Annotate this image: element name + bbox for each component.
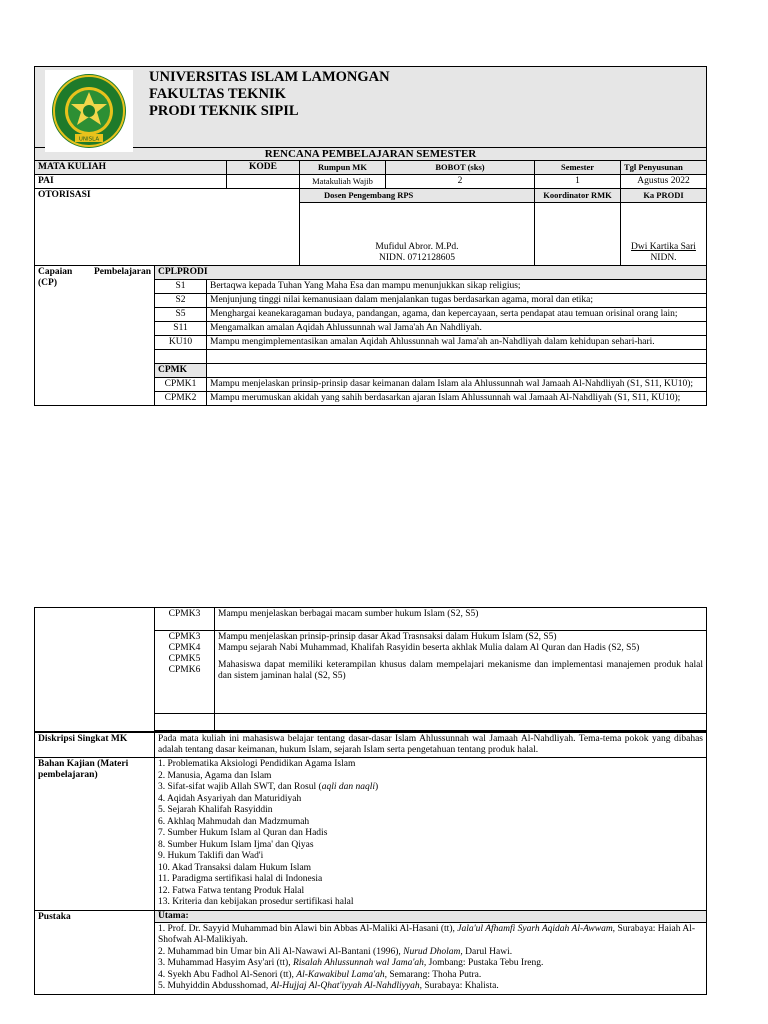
list-item: 4. Syekh Abu Fadhol Al-Senori (tt), Al-Kawakibul Lama'ah, Semarang: Thoha Putra. (158, 969, 482, 980)
cp-code: S11 (155, 322, 207, 336)
program-name: PRODI TEKNIK SIPIL (149, 103, 299, 119)
cpmk-text: Mampu menjelaskan berbagai macam sumber hukum Islam (S2, S5) (215, 608, 707, 631)
list-item: 11. Paradigma sertifikasi halal di Indonesia (158, 874, 323, 884)
list-item: 2. Muhammad bin Umar bin Ali Al-Nawawi Al-Bantani (1996), Nurud Dholam, Darul Hawi. (158, 946, 513, 957)
dosen-label: Dosen Pengembang RPS (300, 189, 535, 203)
col-bobot: BOBOT (sks) (386, 161, 535, 175)
col-rumpun: Rumpun MK (300, 161, 386, 175)
cp-code: S5 (155, 308, 207, 322)
kaprodi-signature (621, 203, 707, 266)
cp-text: Mampu mengimplementasikan amalan Aqidah Ahlussunnah wal Jama'ah an-Nahdliyah dalam kehidupan sehari-hari. (207, 336, 707, 350)
cpmk-text: Mampu menjelaskan prinsip-prinsip dasar keimanan dalam Islam ala Ahlussunnah wal Jamaah Al-Nahdliyah (S1, S11, KU10); (207, 378, 707, 392)
cpmk-text: Mampu sejarah Nabi Muhammad, Khalifah Rasyidin beserta akhlak Mulia dalam Al Quran dan Hadis (S2, S5) (218, 643, 640, 653)
list-item: 10. Akad Transaksi dalam Hukum Islam (158, 862, 312, 873)
deskripsi-label: Diskripsi Singkat MK (35, 733, 155, 758)
list-item: 8. Sumber Hukum Islam Ijma' dan Qiyas (158, 839, 314, 850)
cp-code: S2 (155, 294, 207, 308)
list-item: 2. Manusia, Agama dan Islam (158, 770, 272, 781)
cp-label: Capaian Pembelajaran (CP) (35, 266, 155, 406)
cp-text: Mengamalkan amalan Aqidah Ahlussunnah wal Jama'ah An Nahdliyah. (207, 322, 707, 336)
cp-code: KU10 (155, 336, 207, 350)
cpmk-text: Mampu menjelaskan prinsip-prinsip dasar Akad Trasnsaksi dalam Hukum Islam (S2, S5) (218, 632, 557, 642)
list-item: 5. Muhyiddin Abdusshomad, Al-Hujjaj Al-Qhat'iyyah Al-Nahdliyyah, Surabaya: Khalista. (158, 981, 499, 991)
cp-table (34, 266, 707, 406)
cp-text: Bertaqwa kepada Tuhan Yang Maha Esa dan mampu menunjukkan sikap religius; (207, 280, 707, 294)
course-bobot: 2 (386, 175, 535, 189)
cpmk-label-blank (207, 364, 707, 378)
list-item: 4. Aqidah Asyariyah dan Maturidiyah (158, 793, 302, 804)
bahan-kajian-list (155, 758, 707, 911)
cpmk-code-group (155, 631, 215, 714)
kaprodi-label: Ka PRODI (621, 189, 707, 203)
cp-text: Menjunjung tinggi nilai kemanusiaan dalam menjalankan tugas berdasarkan agama, moral dan etika; (207, 294, 707, 308)
col-kode: KODE (227, 161, 300, 175)
list-item: 13. Kriteria dan kebijakan prosedur sertifikasi halal (158, 897, 354, 907)
cp-text: Menghargai keanekaragaman budaya, pandangan, agama, dan kepercayaan, serta pendapat atau temuan orisinal orang lain; (207, 308, 707, 322)
dosen-name: Mufidul Abror. M.Pd. (375, 242, 459, 252)
col-semester: Semester (535, 161, 621, 175)
doc-title: RENCANA PEMBELAJARAN SEMESTER (35, 148, 707, 161)
cpmk-code: CPMK1 (155, 378, 207, 392)
bahan-kajian-label: Bahan Kajian (Materi pembelajaran) (35, 758, 155, 911)
list-item: 1. Problematika Aksiologi Pendidikan Agama Islam (158, 759, 356, 769)
cpmk-code: CPMK6 (168, 665, 201, 675)
cpmk-code: CPMK5 (168, 654, 201, 664)
course-name: PAI (35, 175, 227, 189)
cpmk-continued-left (35, 608, 155, 732)
university-header (35, 67, 707, 148)
list-item: 12. Fatwa Fatwa tentang Produk Halal (158, 885, 305, 896)
cp-code: S1 (155, 280, 207, 294)
rps-header-table (34, 66, 707, 266)
kaprodi-name: Dwi Kartika Sari (631, 242, 696, 252)
cpmk-text: Mahasiswa dapat memiliki keterampilan khusus dalam mempelajari mekanisme dan implementasi manajemen produk halal dan sistem jaminan halal (S2, S5) (218, 660, 703, 681)
list-item: 6. Akhlaq Mahmudah dan Madzmumah (158, 816, 310, 827)
list-item: 5. Sejarah Khalifah Rasyiddin (158, 805, 273, 815)
list-item: 7. Sumber Hukum Islam al Quran dan Hadis (158, 828, 328, 838)
cplprodi-label: CPLPRODI (155, 266, 707, 280)
university-logo (45, 70, 133, 152)
cpmk-code: CPMK2 (155, 392, 207, 406)
cpmk-text-group (215, 631, 707, 714)
rps-page-1 (34, 66, 706, 406)
pustaka-list (155, 922, 707, 994)
cpmk-code: CPMK4 (168, 643, 201, 653)
logo-bottom-text: UNISLA (78, 136, 100, 143)
col-mata-kuliah: MATA KULIAH (35, 161, 227, 175)
deskripsi-text: Pada mata kuliah ini mahasiswa belajar tentang dasar-dasar Islam Ahlussunnah wal Jamaah Al-Nahdliyah. Tema-tema pokok yang dibahas adalah tentang dasar keimanan, hukum Islam, sejarah Islam serta pengetahuan tentang produk halal. (155, 733, 707, 758)
list-item: 9. Hukum Taklifi dan Wad'i (158, 851, 264, 861)
pustaka-label: Pustaka (35, 910, 155, 994)
cp-blank-text (207, 350, 707, 364)
cpmk-text: Mampu merumuskan akidah yang sahih berdasarkan ajaran Islam Ahlussunnah wal Jamaah Al-Nahdliyah (S1, S11, KU10); (207, 392, 707, 406)
koordinator-label: Koordinator RMK (535, 189, 621, 203)
cpmk-blank-text (215, 714, 707, 731)
cpmk-label: CPMK (155, 364, 207, 378)
description-table (34, 732, 707, 995)
faculty-name: FAKULTAS TEKNIK (149, 86, 286, 102)
cpmk-blank-code (155, 714, 215, 731)
cpmk-continued-table (34, 607, 707, 732)
list-item: 1. Prof. Dr. Sayyid Muhammad bin Alawi bin Abbas Al-Maliki Al-Hasani (tt), Jala'ul Afhamfi Syarh Aqidah Al-Awwam, Surabaya: Haiah Al-Shofwah Al-Malikiyah. (158, 923, 695, 945)
cp-blank-code (155, 350, 207, 364)
rps-page-2 (34, 607, 706, 995)
cpmk-code: CPMK3 (168, 632, 201, 642)
otorisasi-label: OTORISASI (35, 189, 300, 266)
dosen-nidn: NIDN. 0712128605 (379, 253, 455, 263)
koordinator-signature (535, 203, 621, 266)
university-name: UNIVERSITAS ISLAM LAMONGAN (149, 69, 390, 85)
kaprodi-nidn: NIDN. (650, 253, 677, 263)
university-name-block (149, 69, 390, 120)
cpmk-code: CPMK3 (155, 608, 215, 631)
utama-label: Utama: (155, 910, 707, 922)
course-kode (227, 175, 300, 189)
course-rumpun: Matakuliah Wajib (300, 175, 386, 189)
course-tgl: Agustus 2022 (621, 175, 707, 189)
list-item: 3. Muhammad Hasyim Asy'ari (tt), Risalah Ahlussunnah wal Jama'ah, Jombang: Pustaka Tebu Ireng. (158, 958, 544, 968)
dosen-signature (300, 203, 535, 266)
list-item: 3. Sifat-sifat wajib Allah SWT, dan Rosul (aqli dan naqli) (158, 782, 379, 792)
course-semester: 1 (535, 175, 621, 189)
col-tgl: Tgl Penyusunan (621, 161, 707, 175)
